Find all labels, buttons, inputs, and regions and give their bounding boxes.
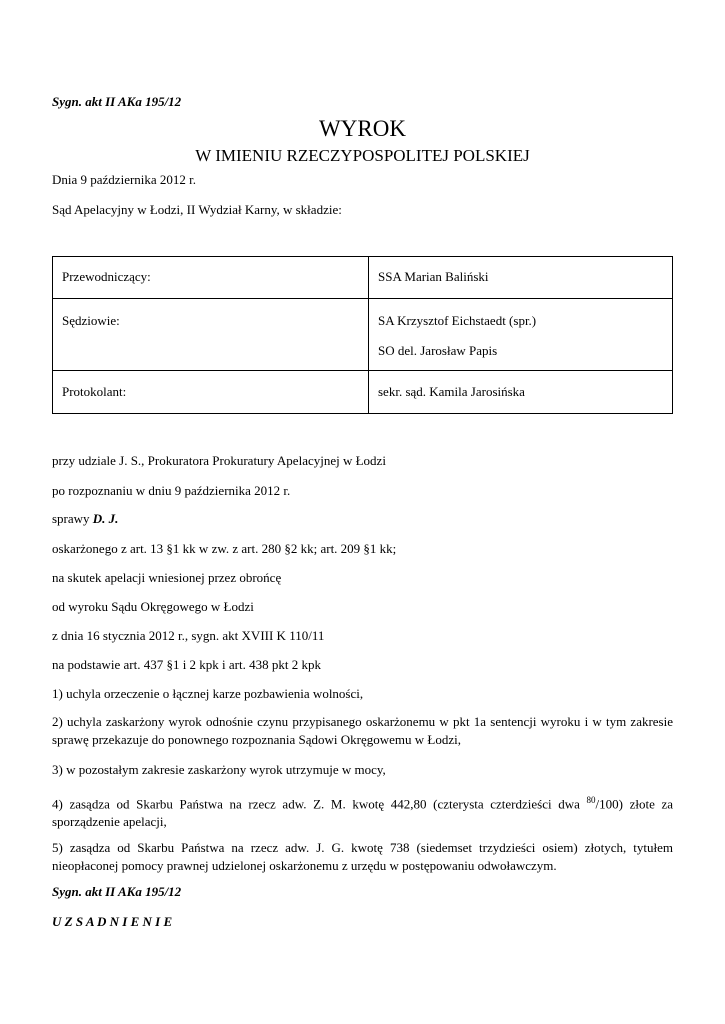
hearing-line: po rozpoznaniu w dniu 9 października 2012 r. [52,483,291,498]
ruling-4-superscript: 80 [586,795,596,805]
justification-heading: U Z S A D N I E N I E [52,914,173,929]
presiding-value: SSA Marian Baliński [378,269,489,284]
document-title: WYROK [319,116,406,141]
ruling-4 [52,791,673,831]
ruling-1: 1) uchyla orzeczenie o łącznej karze pozbawienia wolności, [52,686,364,701]
case-line [52,511,118,527]
judgment-from-line: od wyroku Sądu Okręgowego w Łodzi [52,599,254,614]
presiding-value-cell [369,257,673,299]
judge-1: SA Krzysztof Eichstaedt (spr.) [378,313,537,328]
clerk-label-cell [53,371,369,414]
presiding-label: Przewodniczący: [62,269,151,284]
judges-value-cell [369,299,673,371]
case-signature-bottom: Sygn. akt II AKa 195/12 [52,884,182,899]
ruling-3: 3) w pozostałym zakresie zaskarżony wyrok utrzymuje w mocy, [52,762,386,777]
court-composition-table [52,256,673,414]
legal-basis-line: na podstawie art. 437 §1 i 2 kpk i art. 438 pkt 2 kpk [52,657,321,672]
presiding-label-cell [53,257,369,299]
case-signature-top: Sygn. akt II AKa 195/12 [52,94,182,109]
clerk-value-cell [369,371,673,414]
table-row [53,299,673,371]
table-row [53,257,673,299]
judge-2: SO del. Jarosław Papis [378,343,498,358]
date-line: Dnia 9 października 2012 r. [52,172,197,187]
case-prefix: sprawy [52,511,93,526]
court-line: Sąd Apelacyjny w Łodzi, II Wydział Karny, w składzie: [52,202,342,217]
charges-line: oskarżonego z art. 13 §1 kk w zw. z art. 280 §2 kk; art. 209 §1 kk; [52,541,397,556]
table-row [53,371,673,414]
prosecutor-line: przy udziale J. S., Prokuratora Prokuratury Apelacyjnej w Łodzi [52,453,386,468]
ruling-4-text-end: /100) złote za sporządzenie apelacji, [52,796,674,830]
ruling-2: 2) uchyla zaskarżony wyrok odnośnie czynu przypisanego oskarżonemu w pkt 1a sentencji wyroku i w tym zakresie sprawę przekazuje do ponownego rozpoznania Sądowi Okręgowemu w Łodzi, [52,714,673,747]
defendant-name: D. J. [92,511,119,526]
judgment-date-line: z dnia 16 stycznia 2012 r., sygn. akt XVIII K 110/11 [52,628,325,643]
ruling-4-text: 4) zasądza od Skarbu Państwa na rzecz adw. Z. M. kwotę 442,80 (czterysta czterdzieści dwa [52,796,587,812]
ruling-5: 5) zasądza od Skarbu Państwa na rzecz adw. J. G. kwotę 738 (siedemset trzydzieści osiem) złotych, tytułem nieopłaconej pomocy prawnej udzielonej oskarżonemu z urzędu w postępowaniu odwoławczym. [52,840,673,873]
clerk-label: Protokolant: [62,384,127,399]
document-subtitle: W IMIENIU RZECZYPOSPOLITEJ POLSKIEJ [195,146,530,165]
judges-label: Sędziowie: [62,313,120,328]
judges-label-cell [53,299,369,371]
appeal-line: na skutek apelacji wniesionej przez obrońcę [52,570,282,585]
clerk-value: sekr. sąd. Kamila Jarosińska [378,384,525,399]
